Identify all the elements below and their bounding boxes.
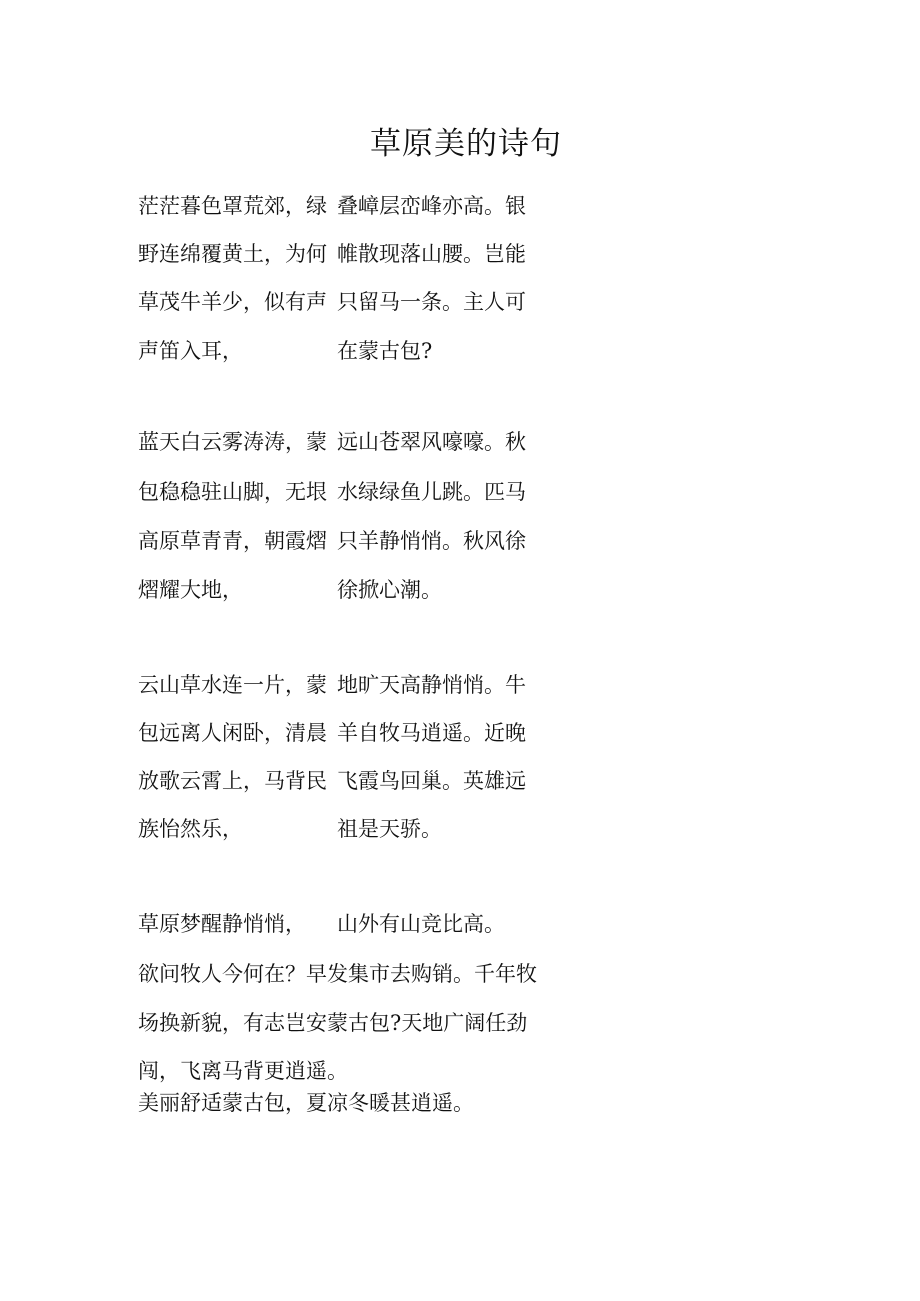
prose-line: 场换新貌，有志岂安蒙古包?天地广阔任劲 xyxy=(138,1011,528,1035)
poem-line: 草茂牛羊少，似有声 xyxy=(138,290,327,314)
poem-line: 包稳稳驻山脚，无垠 xyxy=(138,480,327,504)
poem-line: 飞霞鸟回巢。英雄远 xyxy=(337,769,526,793)
poem-line: 云山草水连一片，蒙 xyxy=(138,673,327,697)
page-title: 草原美的诗句 xyxy=(370,126,562,162)
poem-line: 草原梦醒静悄悄， xyxy=(138,912,306,936)
poem-line: 山外有山竞比高。 xyxy=(337,912,505,936)
poem-line: 帷散现落山腰。岂能 xyxy=(337,242,526,266)
poem-line: 族怡然乐， xyxy=(138,817,243,841)
poem-line: 熠耀大地， xyxy=(138,578,243,602)
prose-line: 美丽舒适蒙古包，夏凉冬暖甚逍遥。 xyxy=(138,1091,474,1115)
poem-line: 在蒙古包? xyxy=(337,339,433,363)
prose-line: 闯，飞离马背更逍遥。 xyxy=(138,1059,348,1083)
prose-line: 欲问牧人今何在？早发集市去购销。千年牧 xyxy=(138,962,537,986)
poem-line: 包远离人闲卧，清晨 xyxy=(138,721,327,745)
poem-line: 高原草青青，朝霞熠 xyxy=(138,529,327,553)
poem-line: 野连绵覆黄土，为何 xyxy=(138,242,327,266)
poem-line: 声笛入耳， xyxy=(138,339,243,363)
poem-line: 羊自牧马逍遥。近晚 xyxy=(337,721,526,745)
poem-line: 水绿绿鱼儿跳。匹马 xyxy=(337,480,526,504)
poem-line: 远山苍翠风嚎嚎。秋 xyxy=(337,430,526,454)
poem-line: 蓝天白云雾涛涛，蒙 xyxy=(138,430,327,454)
poem-line: 只留马一条。主人可 xyxy=(337,290,526,314)
poem-line: 地旷天高静悄悄。牛 xyxy=(337,673,526,697)
poem-line: 放歌云霄上，马背民 xyxy=(138,769,327,793)
poem-line: 叠嶂层峦峰亦高。银 xyxy=(337,194,526,218)
poem-line: 茫茫暮色罩荒郊，绿 xyxy=(138,194,327,218)
poem-line: 只羊静悄悄。秋风徐 xyxy=(337,529,526,553)
poem-line: 徐掀心潮。 xyxy=(337,578,442,602)
poem-line: 祖是天骄。 xyxy=(337,817,442,841)
